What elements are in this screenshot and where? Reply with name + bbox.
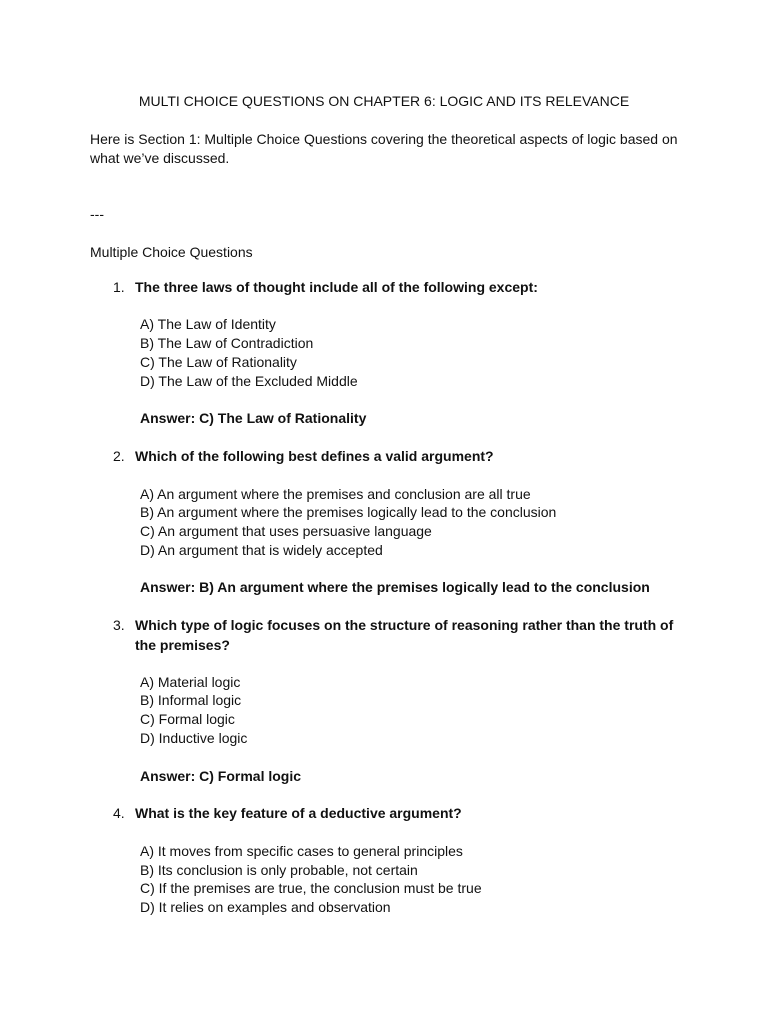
option-a: A) An argument where the premises and conclusion are all true bbox=[140, 486, 531, 502]
option-b: B) The Law of Contradiction bbox=[140, 335, 314, 351]
question-text: The three laws of thought include all of the following except: bbox=[135, 279, 538, 295]
answer: Answer: C) The Law of Rationality bbox=[140, 410, 367, 426]
question-text: What is the key feature of a deductive argument? bbox=[135, 805, 462, 821]
question-number: 4. bbox=[113, 805, 125, 821]
question-text: Which of the following best defines a valid argument? bbox=[135, 448, 494, 464]
option-c: C) An argument that uses persuasive language bbox=[140, 523, 432, 539]
answer: Answer: B) An argument where the premises logically lead to the conclusion bbox=[140, 579, 650, 595]
option-c: C) The Law of Rationality bbox=[140, 354, 297, 370]
question-number: 3. bbox=[113, 617, 125, 633]
option-a: A) The Law of Identity bbox=[140, 316, 276, 332]
option-d: D) It relies on examples and observation bbox=[140, 899, 391, 915]
option-d: D) An argument that is widely accepted bbox=[140, 542, 383, 558]
option-d: D) The Law of the Excluded Middle bbox=[140, 373, 358, 389]
question-number: 2. bbox=[113, 448, 125, 464]
intro-paragraph: Here is Section 1: Multiple Choice Questions covering the theoretical aspects of logic based on what we’ve discussed. bbox=[90, 131, 678, 166]
option-a: A) Material logic bbox=[140, 674, 241, 690]
question-text: Which type of logic focuses on the structure of reasoning rather than the truth of the premises? bbox=[135, 617, 674, 653]
separator: --- bbox=[90, 206, 104, 222]
option-b: B) Its conclusion is only probable, not certain bbox=[140, 862, 418, 878]
answer: Answer: C) Formal logic bbox=[140, 768, 302, 784]
section-heading: Multiple Choice Questions bbox=[90, 244, 253, 260]
option-a: A) It moves from specific cases to general principles bbox=[140, 843, 463, 859]
option-c: C) If the premises are true, the conclusion must be true bbox=[140, 880, 482, 896]
option-b: B) An argument where the premises logically lead to the conclusion bbox=[140, 504, 557, 520]
option-d: D) Inductive logic bbox=[140, 730, 248, 746]
option-b: B) Informal logic bbox=[140, 692, 242, 708]
option-c: C) Formal logic bbox=[140, 711, 235, 727]
page-title: MULTI CHOICE QUESTIONS ON CHAPTER 6: LOGIC AND ITS RELEVANCE bbox=[138, 93, 630, 109]
question-number: 1. bbox=[113, 279, 125, 295]
